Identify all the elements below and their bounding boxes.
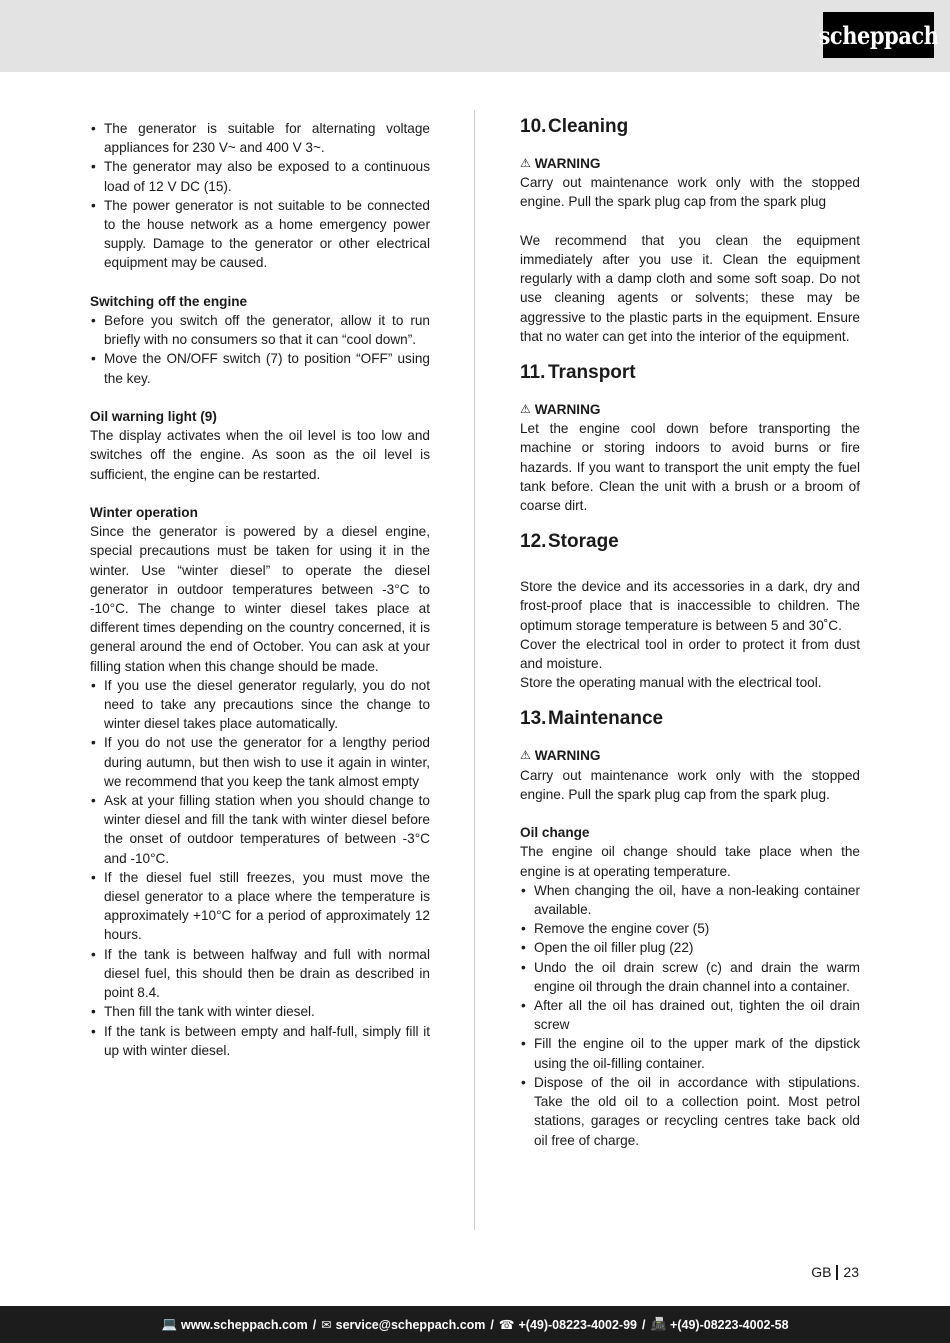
list-item: • Undo the oil drain screw (c) and drain the warm engine oil through the drain channel into a container. <box>520 958 860 996</box>
transport-warning-text: Let the engine cool down before transporting the machine or storing indoors to avoid burns or fire hazards. If you want to transport the unit empty the fuel tank before. Clean the unit with a brush or a broom of coarse dirt. <box>520 421 860 514</box>
footer-bar: 💻 www.scheppach.com / ✉ service@scheppach.com / ☎ +(49)-08223-4002-99 / 📠 +(49)-08223-4002-58 <box>0 1306 950 1343</box>
storage-text: Store the device and its accessories in a dark, dry and frost-proof place that is inaccessible to children. The optimum storage temperature is between 5 and 30˚C. <box>520 579 860 633</box>
footer-phone: +(49)-08223-4002-99 <box>518 1317 637 1332</box>
list-item: • Move the ON/OFF switch (7) to position “OFF” using the key. <box>90 349 430 387</box>
footer-email-link[interactable]: service@scheppach.com <box>335 1317 486 1332</box>
column-divider <box>474 110 475 1230</box>
maintenance-title: 13. Maintenance <box>520 708 664 730</box>
list-item: • When changing the oil, have a non-leaking container available. <box>520 881 860 919</box>
list-item: • If the tank is between halfway and full with normal diesel fuel, this should then be drain as described in point 8.4. <box>90 945 430 1003</box>
fax-icon: 📠 <box>650 1317 667 1331</box>
list-item: • Fill the engine oil to the upper mark of the dipstick using the oil-filling container. <box>520 1034 860 1072</box>
left-column <box>90 119 430 1060</box>
intro-bullet-list <box>90 119 430 273</box>
list-item: • Before you switch off the generator, allow it to run briefly with no consumers so that it can “cool down”. <box>90 311 430 349</box>
oil-warning-heading: Oil warning light (9) <box>90 409 217 425</box>
oil-change-list <box>520 881 860 1150</box>
footer-fax: +(49)-08223-4002-58 <box>670 1317 789 1332</box>
list-item: • If you use the diesel generator regularly, you do not need to take any precautions since the change to winter diesel takes place automatically. <box>90 676 430 734</box>
maintenance-warning-label: ⚠ WARNING <box>520 746 860 765</box>
maintenance-warning-text: Carry out maintenance work only with the stopped engine. Pull the spark plug cap from the spark plug. <box>520 767 860 802</box>
footer-website-link[interactable]: www.scheppach.com <box>181 1317 308 1332</box>
winter-operation-list <box>90 676 430 1060</box>
transport-warning-label: ⚠ WARNING <box>520 400 860 419</box>
cleaning-warning-label: ⚠ WARNING <box>520 154 860 173</box>
oil-change-text: The engine oil change should take place when the engine is at operating temperature. <box>520 844 860 879</box>
phone-icon: ☎ <box>498 1318 515 1332</box>
right-column <box>520 114 860 1150</box>
list-item: • Dispose of the oil in accordance with stipulations. Take the old oil to a collection point. Most petrol stations, garages or recycling centres take back old oil free of charge. <box>520 1073 860 1150</box>
switching-off-list <box>90 311 430 388</box>
mail-icon: ✉ <box>321 1318 332 1332</box>
computer-icon: 💻 <box>161 1317 178 1331</box>
list-item: • If you do not use the generator for a lengthy period during autumn, but then wish to use it again in winter, we recommend that you keep the tank almost empty <box>90 733 430 791</box>
winter-operation-text: Since the generator is powered by a diesel engine, special precautions must be taken for using it in the winter. Use “winter diesel” to operate the diesel generator in outdoor temperatures between -3°C to -10°C. The change to winter diesel takes place at different times depending on the country concerned, it is general around the end of October. You can ask at your filling station when this change should be made. <box>90 524 430 674</box>
list-item: • If the diesel fuel still freezes, you must move the diesel generator to a place where the temperature is approximately +10°C for a period of approximately 12 hours. <box>90 868 430 945</box>
list-item: • If the tank is between empty and half-full, simply fill it up with winter diesel. <box>90 1022 430 1060</box>
page-number: GB 23 <box>811 1264 859 1280</box>
list-item: • The generator is suitable for alternating voltage appliances for 230 V~ and 400 V 3~. <box>90 119 430 157</box>
list-item: • Then fill the tank with winter diesel. <box>90 1002 430 1021</box>
storage-title: 12. Storage <box>520 531 619 553</box>
cleaning-warning-text: Carry out maintenance work only with the stopped engine. Pull the spark plug cap from the spark plug <box>520 175 860 210</box>
warning-icon: ⚠ <box>520 156 531 170</box>
header-band <box>0 0 950 72</box>
winter-operation-heading: Winter operation <box>90 505 198 521</box>
list-item: • After all the oil has drained out, tighten the oil drain screw <box>520 996 860 1034</box>
list-item: • The power generator is not suitable to be connected to the house network as a home emergency power supply. Damage to the generator or other electrical equipment may be caused. <box>90 196 430 273</box>
warning-icon: ⚠ <box>520 748 531 763</box>
cleaning-title: 10. Cleaning <box>520 116 629 137</box>
storage-text: Cover the electrical tool in order to protect it from dust and moisture. <box>520 636 860 672</box>
warning-icon: ⚠ <box>520 402 531 417</box>
oil-warning-text: The display activates when the oil level is too low and switches off the engine. As soon as the oil level is sufficient, the engine can be restarted. <box>90 428 430 482</box>
list-item: • Ask at your filling station when you should change to winter diesel and fill the tank with winter diesel before the onset of outdoor temperatures of between -3°C and -10°C. <box>90 791 430 868</box>
switching-off-heading: Switching off the engine <box>90 293 248 309</box>
cleaning-text: We recommend that you clean the equipment immediately after you use it. Clean the equipment regularly with a damp cloth and some soft soap. Do not use cleaning agents or solvents; these may be aggressive to the plastic parts in the equipment. Ensure that no water can get into the interior of the equipment. <box>520 232 860 344</box>
oil-change-heading: Oil change <box>520 825 590 841</box>
brand-logo: scheppach <box>823 12 934 58</box>
list-item: • Open the oil filler plug (22) <box>520 938 860 957</box>
storage-text: Store the operating manual with the electrical tool. <box>520 675 822 691</box>
list-item: • Remove the engine cover (5) <box>520 919 860 938</box>
transport-title: 11. Transport <box>520 362 636 384</box>
list-item: • The generator may also be exposed to a continuous load of 12 V DC (15). <box>90 157 430 195</box>
